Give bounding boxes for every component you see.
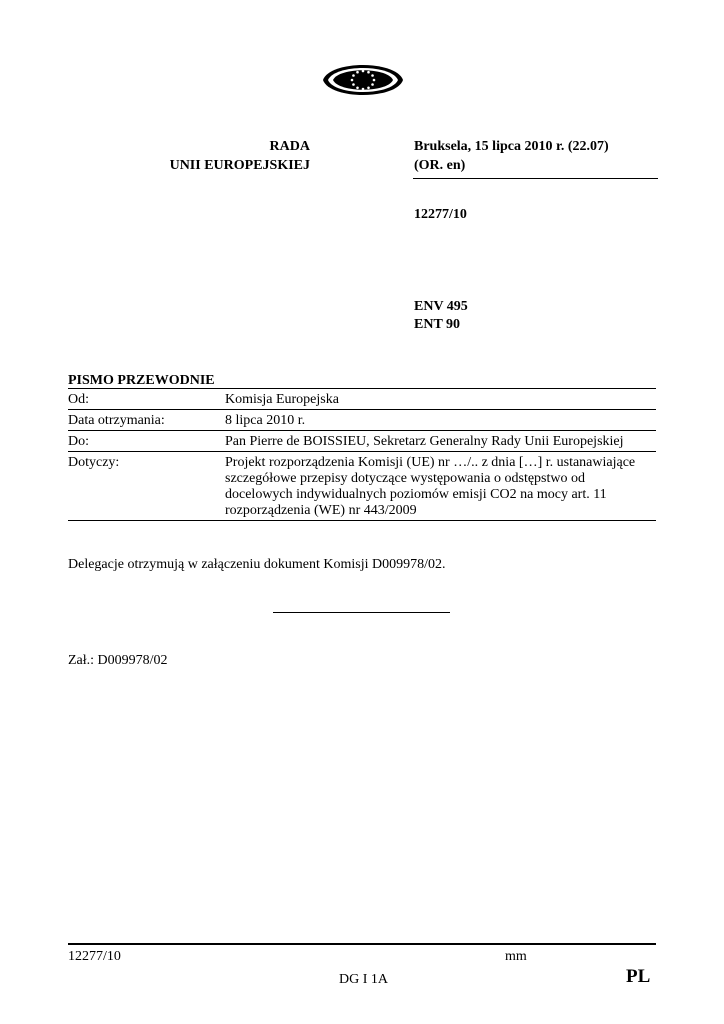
row-label-from: Od: (68, 392, 89, 407)
body-separator (273, 612, 450, 613)
logo-star (356, 86, 359, 89)
row-value-to: Pan Pierre de BOISSIEU, Sekretarz Generalny Rady Unii Europejskiej (225, 434, 624, 449)
original-language: (OR. en) (414, 158, 466, 173)
document-number: 12277/10 (414, 207, 467, 222)
logo-star (362, 70, 365, 73)
row-value-received: 8 lipca 2010 r. (225, 413, 306, 428)
table-row (68, 388, 656, 410)
logo-star (362, 88, 365, 91)
footer-divider (68, 943, 656, 945)
logo-star (371, 83, 374, 86)
table-row (68, 431, 656, 452)
row-value-subject: Projekt rozporządzenia Komisji (UE) nr …/.. z dnia […] r. ustanawiające szczegółowe przepisy dotyczące występowania o odstępstwo od docelowych indywidualnych poziomów emisji CO2 na mocy art. 11 rozporządzenia (WE) nr 443/2009 (225, 455, 636, 518)
row-label-to: Do: (68, 434, 89, 449)
institution-line-1: RADA (269, 139, 310, 154)
logo-star (367, 71, 370, 74)
footer-document-number: 12277/10 (68, 949, 121, 964)
document-codes (414, 298, 468, 334)
logo-star (367, 86, 370, 89)
logo-star (352, 83, 355, 86)
table-row (68, 452, 656, 521)
logo-star (351, 79, 354, 82)
row-label-subject: Dotyczy: (68, 455, 120, 470)
body-text: Delegacje otrzymują w załączeniu dokument Komisji D009978/02. (68, 557, 446, 572)
eu-council-logo-icon (320, 55, 406, 105)
logo-star (352, 74, 355, 77)
place-date-block (414, 137, 609, 175)
row-value-from: Komisja Europejska (225, 392, 339, 407)
attachment-note: Zał.: D009978/02 (68, 653, 168, 668)
code-ent: ENT 90 (414, 317, 461, 332)
logo-star (373, 79, 376, 82)
header-divider (413, 178, 658, 179)
table-row (68, 410, 656, 431)
footer-department: DG I 1A (339, 972, 388, 987)
logo-star (371, 74, 374, 77)
institution-name (150, 137, 310, 175)
footer-language: PL (626, 966, 651, 987)
row-label-received: Data otrzymania: (68, 413, 165, 428)
footer-initials: mm (505, 949, 527, 964)
code-env: ENV 495 (414, 299, 468, 314)
place-date: Bruksela, 15 lipca 2010 r. (22.07) (414, 139, 609, 154)
cover-note-table (68, 388, 656, 521)
logo-star (356, 71, 359, 74)
institution-line-2: UNII EUROPEJSKIEJ (169, 158, 310, 173)
section-title: PISMO PRZEWODNIE (68, 373, 215, 388)
